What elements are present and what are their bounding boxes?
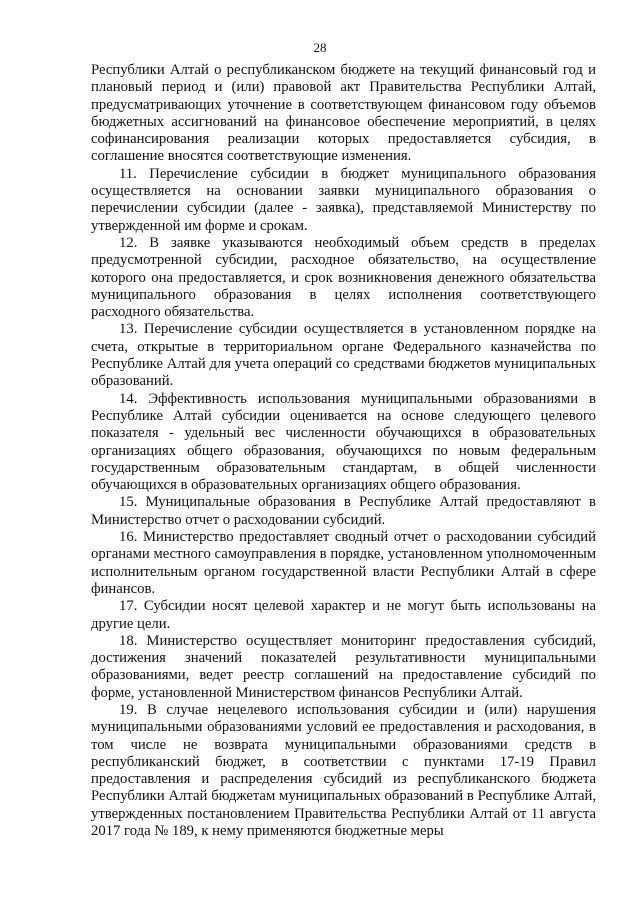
paragraph-16: 16. Министерство предоставляет сводный отчет о расходовании субсидий органами местного самоуправления в порядке, установленном уполномоченным исполнительным органом государственной власти Республики Алтай в сфере финансов. (91, 529, 596, 597)
paragraph-11: 11. Перечисление субсидии в бюджет муниципального образования осуществляется на основании заявки муниципального образования о перечислении субсидии (далее - заявка), представляемой Министерству по утвержденной им форме и срокам. (91, 165, 596, 234)
page-number: 28 (313, 40, 327, 55)
paragraph-19: 19. В случае нецелевого использования субсидии и (или) нарушения муниципальными образованиями условий ее предоставления и расходования, в том числе не возврата муниципальными образованиями средств в республиканский бюджет, в соответствии с пунктами 17-19 Правил предоставления и распределения субсидий из республиканского бюджета Республики Алтай бюджетам муниципальных образований в Республике Алтай, утвержденных постановлением Правительства Республики Алтай от 11 августа 2017 года № 189, к нему применяются бюджетные меры (91, 701, 596, 840)
paragraph-12: 12. В заявке указываются необходимый объем средств в пределах предусмотренной субсидии, расходное обязательство, на осуществление которого она предоставляется, и срок возникновения денежного обязательства муниципального образования в целях исполнения соответствующего расходного обязательства. (91, 234, 596, 321)
paragraph-continuation: Республики Алтай о республиканском бюджете на текущий финансовый год и плановый период и (или) правовой акт Правительства Республики Алтай, предусматривающих уточнение в соответствующем финансовом году объемов бюджетных ассигнований на финансовое обеспечение мероприятий, в целях софинансирования реализации которых предоставляется субсидия, в соглашение вносятся соответствующие изменения. (91, 62, 596, 165)
paragraph-17: 17. Субсидии носят целевой характер и не могут быть использованы на другие цели. (91, 598, 596, 632)
paragraph-13: 13. Перечисление субсидии осуществляется в установленном порядке на счета, открытые в территориальном органе Федерального казначейства по Республике Алтай для учета операций со средствами бюджетов муниципальных образований. (91, 321, 596, 390)
paragraph-18: 18. Министерство осуществляет мониторинг предоставления субсидий, достижения значений показателей результативности муниципальными образованиями, ведет реестр соглашений на предоставление субсидий по форме, установленной Министерством финансов Республики Алтай. (91, 632, 596, 701)
document-body (91, 62, 596, 840)
paragraph-14: 14. Эффективность использования муниципальными образованиями в Республике Алтай субсидии оценивается на основе следующего целевого показателя - удельный вес численности обучающихся в образовательных организациях общего образования, обучающихся по новым федеральным государственным образовательным стандартам, в общей численности обучающихся в образовательных организациях общего образования. (91, 390, 596, 494)
paragraph-15: 15. Муниципальные образования в Республике Алтай предоставляют в Министерство отчет о расходовании субсидий. (91, 494, 596, 528)
